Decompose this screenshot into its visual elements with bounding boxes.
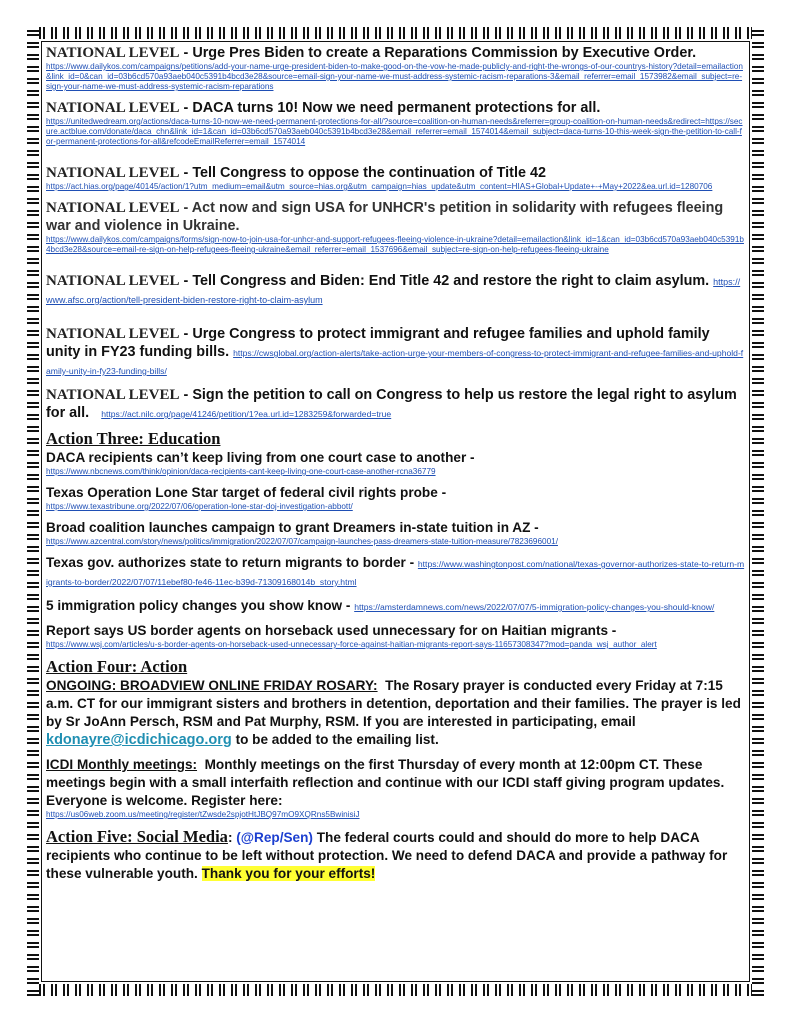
item-title: Broad coalition launches campaign to grant Dreamers in-state tuition in AZ - bbox=[46, 520, 539, 535]
icdi-paragraph bbox=[46, 756, 746, 820]
item-title: Report says US border agents on horseback used unnecessary for on Haitian migrants - bbox=[46, 623, 617, 638]
item-link[interactable]: https://act.hias.org/page/40145/action/1?utm_medium=email&utm_source=hias.org&utm_campaign=hias_update&utm_content=HIAS+Global+Update+-+May+2022&ea.url.id=1280706 bbox=[46, 182, 713, 191]
item-link[interactable]: https://www.wsj.com/articles/u-s-border-agents-on-horseback-used-unnecessary-force-against-haitian-migrants-report-says-11657308347?mod=panda_wsj_author_alert bbox=[46, 640, 657, 649]
national-item-3: NATIONAL LEVEL - Tell Congress to oppose the continuation of Title 42 https://act.hias.org/page/40145/action/1?utm_medium=email&utm_source=hias.org&utm_campaign=hias_update&utm_content=HIAS+Global+Update+-+May+2022&ea.url.id=1280706 bbox=[46, 164, 746, 192]
item-title: Tell Congress and Biden: End Title 42 and restore the right to claim asylum bbox=[192, 273, 706, 289]
page-border-left bbox=[27, 27, 39, 996]
national-item-1: NATIONAL LEVEL - Urge Pres Biden to create a Reparations Commission by Executive Order. https://www.dailykos.com/campaigns/petitions/add-your-name-urge-president-biden-to-make-good-on-the-vow-he-made-publicly-and-right-the-wrongs-of-our-countrys-history?detail=emailaction&link_id=0&can_id=03b6cd570a93aeb040c5391b4bcd3e28&source=email-sign-your-name-we-must-address-systemic-racism-reparations-3&email_referrer=email_1573982&email_subject=re-sign-your-name-we-must-address-systemic-racism-reparations bbox=[46, 44, 746, 92]
education-item-1 bbox=[46, 449, 746, 477]
icdi-register-link[interactable]: https://us06web.zoom.us/meeting/register/tZwsde2spjotHtJBQ97mO9XQRns5BwinisiJ bbox=[46, 810, 360, 819]
item-title: 5 immigration policy changes you show know - bbox=[46, 598, 351, 613]
level-label: NATIONAL LEVEL bbox=[46, 326, 180, 342]
national-item-2: NATIONAL LEVEL - DACA turns 10! Now we need permanent protections for all. https://unitedwedream.org/actions/daca-turns-10-now-we-need-permanent-protections-for-all/?source=coalition-on-human-needs&referrer=group-coalition-on-human-needs&redirect=https://secure.actblue.com/donate/daca_chn&link_id=1&can_id=03b6cd570a93aeb040c5391b4bcd3e28&email_referrer=email_1574014&email_subject=daca-turns-10-this-week-sign-the-petition-to-call-for-permanent-protections-for-all&refcodeEmailReferrer=email_1574014 bbox=[46, 99, 746, 147]
item-link[interactable]: https://www.washingtonpost.com/national/texas-governor-authorizes-state-to-return-migrants-to-border/2022/07/07/11ebef80-fe46-11ec-b39d-71309168014b_story.html bbox=[46, 559, 745, 587]
section-heading-action: Action Four: Action bbox=[46, 657, 188, 676]
item-title: Sign the petition to call on Congress to help us restore the legal right to asylum for all. bbox=[46, 387, 737, 421]
rosary-tail: to be added to the emailing list. bbox=[235, 732, 439, 747]
education-item-4 bbox=[46, 554, 746, 590]
item-title: Texas Operation Lone Star target of federal civil rights probe - bbox=[46, 485, 447, 500]
national-item-6: NATIONAL LEVEL - Urge Congress to protect immigrant and refugee families and uphold family unity in FY23 funding bills. https://cwsglobal.org/action-alerts/take-action-urge-your-members-of-congress-to-protect-immigrant-and-refugee-families-and-uphold-family-unity-in-fy23-funding-bills/ bbox=[46, 326, 744, 376]
level-label: NATIONAL LEVEL bbox=[46, 165, 180, 181]
item-title: DACA turns 10! Now we need permanent protections for all. bbox=[192, 100, 601, 116]
section-heading-social: Action Five: Social Media bbox=[46, 827, 228, 846]
national-item-7: NATIONAL LEVEL - Sign the petition to call on Congress to help us restore the legal right to asylum for all. https://act.nilc.org/page/41246/petition/1?ea.url.id=1283259&forwarded=true bbox=[46, 387, 737, 421]
item-link[interactable]: https://cwsglobal.org/action-alerts/take-action-urge-your-members-of-congress-to-protect-immigrant-and-refugee-families-and-uphold-family-unity-in-fy23-funding-bills/ bbox=[46, 348, 744, 376]
icdi-text: Monthly meetings on the first Thursday of every month at 12:00pm CT. These meetings begin with a small interfaith reflection and continue with our ICDI staff giving program updates. Everyone is welcome. Register here: bbox=[46, 757, 725, 808]
item-link[interactable]: https://www.dailykos.com/campaigns/forms/sign-now-to-join-usa-for-unhcr-and-support-refugees-fleeing-violence-in-ukraine?detail=emailaction&link_id=1&can_id=03b6cd570a93aeb040c5391b4bcd3e28&source=email-re-sign-on-help-refugees-fleeing-ukraine&email_referrer=email_1537696&email_subject=re-sign-on-help-refugees-fleeing-ukraine bbox=[46, 235, 744, 254]
item-link[interactable]: https://unitedwedream.org/actions/daca-turns-10-now-we-need-permanent-protections-for-all/?source=coalition-on-human-needs&referrer=group-coalition-on-human-needs&redirect=https://secure.actblue.com/donate/daca_chn&link_id=1&can_id=03b6cd570a93aeb040c5391b4bcd3e28&email_referrer=email_1574014&email_subject=daca-turns-10-this-week-sign-the-petition-to-call-for-permanent-protections-for-all&refcodeEmailReferrer=email_1574014 bbox=[46, 117, 743, 146]
rosary-email-link[interactable]: kdonayre@icdichicago.org bbox=[46, 732, 232, 748]
item-title: Texas gov. authorizes state to return migrants to border - bbox=[46, 555, 415, 570]
page-border-right bbox=[752, 27, 764, 996]
item-link[interactable]: https://www.texastribune.org/2022/07/06/operation-lone-star-doj-investigation-abbott/ bbox=[46, 502, 353, 511]
item-title: Act now and sign USA for UNHCR's petition in solidarity with refugees fleeing war and violence in Ukraine. bbox=[46, 200, 724, 234]
section-heading-education: Action Three: Education bbox=[46, 429, 221, 448]
social-media-paragraph: Action Five: Social Media: (@Rep/Sen) The federal courts could and should do more to help DACA recipients who continue to be left without protection. We need to defend DACA and provide a pathway for these vulnerable youth. Thank you for your efforts! bbox=[46, 827, 728, 881]
item-link[interactable]: https://www.nbcnews.com/think/opinion/daca-recipients-cant-keep-living-one-court-case-another-rcna36779 bbox=[46, 467, 436, 476]
education-item-3 bbox=[46, 519, 746, 547]
item-title: Tell Congress to oppose the continuation of Title 42 bbox=[192, 165, 546, 181]
item-link[interactable]: https://amsterdamnews.com/news/2022/07/07/5-immigration-policy-changes-you-should-know/ bbox=[354, 602, 715, 612]
document-body bbox=[46, 44, 746, 883]
item-link[interactable]: https://www.dailykos.com/campaigns/petitions/add-your-name-urge-president-biden-to-make-good-on-the-vow-he-made-publicly-and-right-the-wrongs-of-our-countrys-history?detail=emailaction&link_id=0&can_id=03b6cd570a93aeb040c5391b4bcd3e28&source=email-sign-your-name-we-must-address-systemic-racism-reparations-3&email_referrer=email_1573982&email_subject=re-sign-your-name-we-must-address-systemic-racism-reparations bbox=[46, 62, 743, 91]
national-item-5: NATIONAL LEVEL - Tell Congress and Biden: End Title 42 and restore the right to claim asylum. https://www.afsc.org/action/tell-president-biden-restore-right-to-claim-asylum bbox=[46, 273, 741, 305]
level-label: NATIONAL LEVEL bbox=[46, 45, 180, 61]
page-border-top bbox=[27, 27, 764, 39]
page-border-bottom bbox=[27, 984, 764, 996]
social-handle: (@Rep/Sen) bbox=[236, 830, 313, 845]
item-link[interactable]: https://www.afsc.org/action/tell-president-biden-restore-right-to-claim-asylum bbox=[46, 277, 741, 305]
item-link[interactable]: https://act.nilc.org/page/41246/petition/1?ea.url.id=1283259&forwarded=true bbox=[101, 409, 392, 419]
education-item-2 bbox=[46, 484, 746, 512]
level-label: NATIONAL LEVEL bbox=[46, 273, 180, 289]
item-title: DACA recipients can’t keep living from one court case to another - bbox=[46, 450, 475, 465]
icdi-label: ICDI Monthly meetings: bbox=[46, 757, 198, 772]
education-item-6 bbox=[46, 622, 746, 650]
item-title: Urge Congress to protect immigrant and refugee families and uphold family unity in FY23 funding bills bbox=[46, 326, 710, 360]
level-label: NATIONAL LEVEL bbox=[46, 387, 180, 403]
rosary-text: The Rosary prayer is conducted every Friday at 7:15 a.m. CT for our immigrant sisters and brothers in detention, deportation and their families. The prayer is led by Sr JoAnn Persch, RSM and Pat Murphy, RSM. If you are interested in participating, email bbox=[46, 678, 741, 729]
item-link[interactable]: https://www.azcentral.com/story/news/politics/immigration/2022/07/07/campaign-launches-pass-dreamers-state-tuition-measure/7823696001/ bbox=[46, 537, 558, 546]
level-label: NATIONAL LEVEL bbox=[46, 200, 180, 216]
social-text: The federal courts could and should do more to help DACA recipients who continue to be left without protection. We need to defend DACA and provide a pathway for these vulnerable youth. bbox=[46, 830, 728, 881]
rosary-label: ONGOING: BROADVIEW ONLINE FRIDAY ROSARY: bbox=[46, 678, 378, 693]
level-label: NATIONAL LEVEL bbox=[46, 100, 180, 116]
thank-you-highlight: Thank you for your efforts! bbox=[201, 866, 376, 881]
rosary-paragraph bbox=[46, 677, 746, 749]
education-item-5 bbox=[46, 597, 746, 615]
item-title: Urge Pres Biden to create a Reparations Commission by Executive Order. bbox=[192, 45, 697, 61]
national-item-4: NATIONAL LEVEL - Act now and sign USA for UNHCR's petition in solidarity with refugees fleeing war and violence in Ukraine. https://www.dailykos.com/campaigns/forms/sign-now-to-join-usa-for-unhcr-and-support-refugees-fleeing-violence-in-ukraine?detail=emailaction&link_id=1&can_id=03b6cd570a93aeb040c5391b4bcd3e28&source=email-re-sign-on-help-refugees-fleeing-ukraine&email_referrer=email_1537696&email_subject=re-sign-on-help-refugees-fleeing-ukraine bbox=[46, 199, 746, 255]
